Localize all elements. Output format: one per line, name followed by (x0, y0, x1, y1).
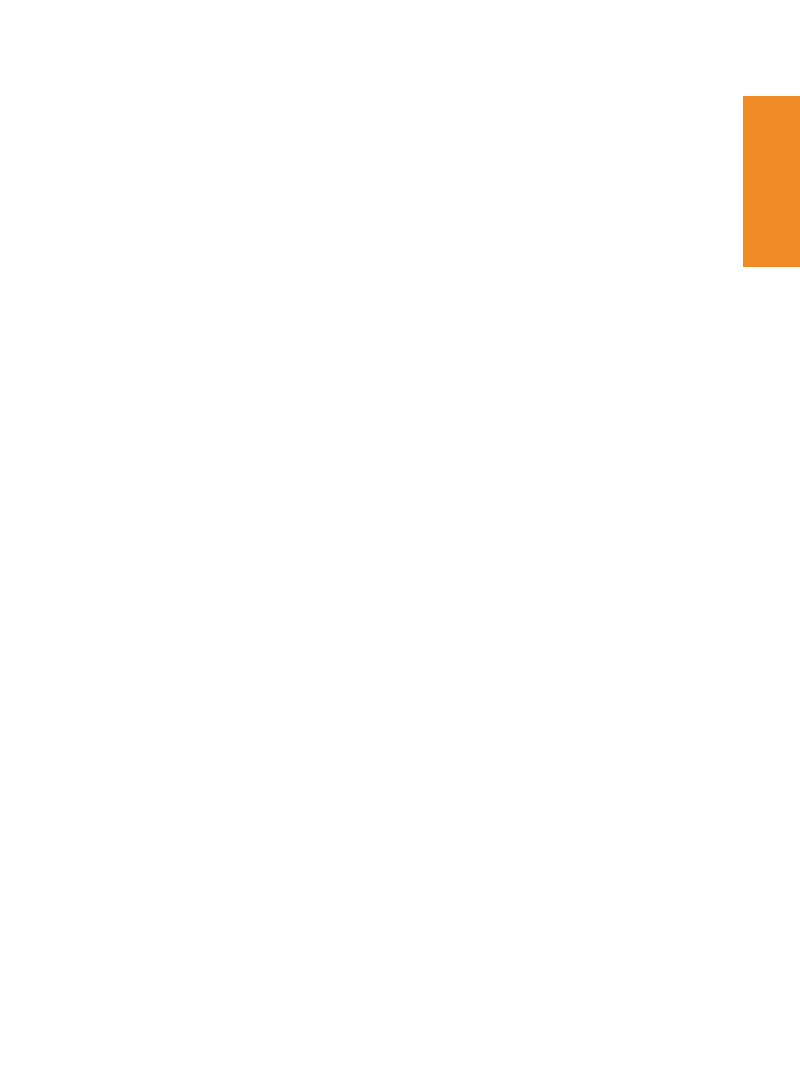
side-tab[interactable] (743, 96, 800, 267)
chapter-heading (95, 498, 111, 518)
